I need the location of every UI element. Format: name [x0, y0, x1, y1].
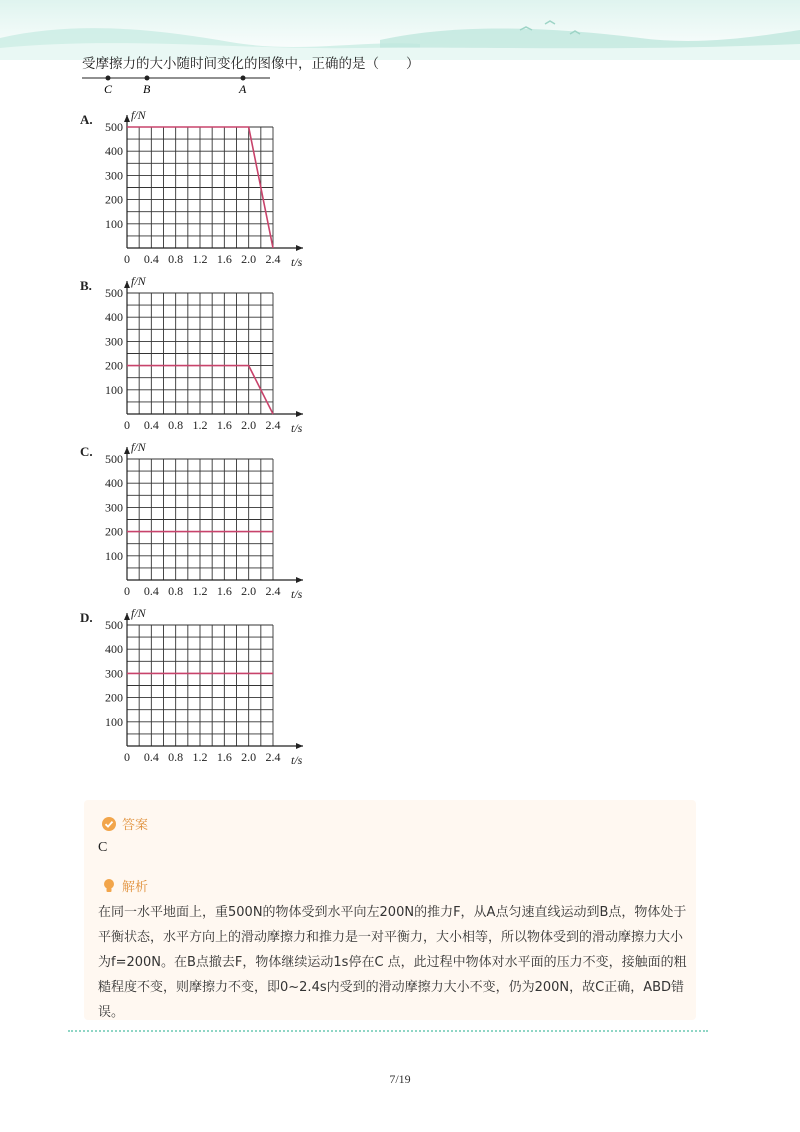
x-tick-label: 0.8	[168, 418, 184, 432]
x-tick-label: 0.8	[168, 584, 184, 598]
y-tick-label: 300	[105, 500, 123, 515]
y-axis-label: f/N	[131, 110, 146, 122]
y-axis-arrow	[124, 447, 130, 454]
x-tick-label: 2.0	[241, 750, 257, 764]
y-axis-label: f/N	[131, 276, 146, 288]
x-axis-arrow	[296, 577, 303, 583]
x-tick-label: 0.4	[143, 750, 159, 764]
check-icon	[102, 817, 116, 831]
x-tick-label: 1.6	[216, 252, 232, 266]
y-axis-label: f/N	[131, 442, 146, 454]
x-axis-label: t/s	[291, 587, 303, 601]
y-tick-label: 200	[105, 192, 123, 207]
x-tick-label: 2.4	[265, 584, 281, 598]
x-tick-label: 1.6	[216, 584, 232, 598]
y-tick-label: 500	[105, 452, 123, 466]
chart-option-a	[95, 110, 315, 270]
x-tick-label: 1.6	[216, 418, 232, 432]
x-tick-label: 2.4	[265, 252, 281, 266]
y-tick-label: 100	[105, 714, 123, 729]
x-tick-label: 2.4	[265, 750, 281, 764]
y-tick-label: 500	[105, 618, 123, 632]
answer-tag	[102, 814, 148, 833]
x-tick-label: 1.2	[192, 750, 208, 764]
number-line	[80, 70, 280, 96]
point-b-label: B	[143, 82, 151, 96]
point-a	[241, 76, 246, 81]
y-tick-label: 100	[105, 548, 123, 563]
x-tick-label: 2.0	[241, 584, 257, 598]
answer-value: C	[98, 840, 108, 855]
x-tick-label: 0.4	[143, 418, 159, 432]
option-a-label: A.	[80, 112, 93, 127]
y-tick-label: 500	[105, 120, 123, 134]
y-tick-label: 400	[105, 310, 123, 325]
x-tick-label: 0.4	[143, 584, 159, 598]
x-tick-label: 0.8	[168, 252, 184, 266]
x-tick-label: 1.2	[192, 418, 208, 432]
x-axis-label: t/s	[291, 753, 303, 767]
x-tick-label: 0	[124, 750, 130, 764]
x-tick-label: 0	[124, 584, 130, 598]
chart-option-c	[95, 442, 315, 602]
header-banner	[0, 0, 800, 60]
point-c	[106, 76, 111, 81]
y-tick-label: 100	[105, 382, 123, 397]
y-tick-label: 200	[105, 690, 123, 705]
y-tick-label: 100	[105, 216, 123, 231]
x-axis-label: t/s	[291, 421, 303, 435]
y-axis-arrow	[124, 613, 130, 620]
analysis-title: 解析	[122, 880, 149, 895]
x-tick-label: 1.2	[192, 252, 208, 266]
divider	[68, 1030, 708, 1032]
y-axis-arrow	[124, 281, 130, 288]
question-text: 受摩擦力的大小随时间变化的图像中，正确的是（ ）	[82, 56, 420, 72]
option-b-label: B.	[80, 278, 92, 293]
point-b	[145, 76, 150, 81]
x-axis-arrow	[296, 245, 303, 251]
x-axis-arrow	[296, 743, 303, 749]
chart-option-d	[95, 608, 315, 768]
y-tick-label: 300	[105, 666, 123, 681]
y-tick-label: 400	[105, 476, 123, 491]
x-tick-label: 0.4	[143, 252, 159, 266]
y-tick-label: 300	[105, 168, 123, 183]
y-axis-label: f/N	[131, 608, 146, 620]
answer-panel	[84, 800, 696, 1020]
x-tick-label: 0.8	[168, 750, 184, 764]
option-c-label: C.	[80, 444, 93, 459]
x-axis-arrow	[296, 411, 303, 417]
x-tick-label: 0	[124, 418, 130, 432]
analysis-tag	[102, 876, 148, 898]
x-tick-label: 2.4	[265, 418, 281, 432]
option-d-label: D.	[80, 610, 93, 625]
y-tick-label: 500	[105, 286, 123, 300]
answer-title: 答案	[122, 818, 149, 833]
chart-option-b	[95, 276, 315, 436]
page-number: 7/19	[389, 1072, 411, 1086]
x-tick-label: 0	[124, 252, 130, 266]
x-tick-label: 2.0	[241, 418, 257, 432]
y-tick-label: 200	[105, 524, 123, 539]
x-axis-label: t/s	[291, 255, 303, 269]
point-c-label: C	[104, 82, 113, 96]
y-tick-label: 200	[105, 358, 123, 373]
x-tick-label: 1.6	[216, 750, 232, 764]
lightbulb-icon	[102, 878, 116, 898]
point-a-label: A	[239, 82, 247, 96]
y-tick-label: 300	[105, 334, 123, 349]
analysis-text: 在同一水平地面上，重500N的物体受到水平向左200N的推力F，从A点匀速直线运动到B点，物体处于平衡状态，水平方向上的滑动摩擦力和推力是一对平衡力，大小相等，所以物体受到的滑动摩擦力大小为f=200N。在B点撤去F，物体继续运动1s停在C 点，此过程中物体对水平面的压力不变，接触面的粗糙程度不变，则摩擦力不变，即0~2.4s内受到的滑动摩擦力大小不变，仍为200N，故C正确，ABD错误。	[98, 905, 687, 1020]
x-tick-label: 2.0	[241, 252, 257, 266]
x-tick-label: 1.2	[192, 584, 208, 598]
y-tick-label: 400	[105, 144, 123, 159]
y-axis-arrow	[124, 115, 130, 122]
y-tick-label: 400	[105, 642, 123, 657]
